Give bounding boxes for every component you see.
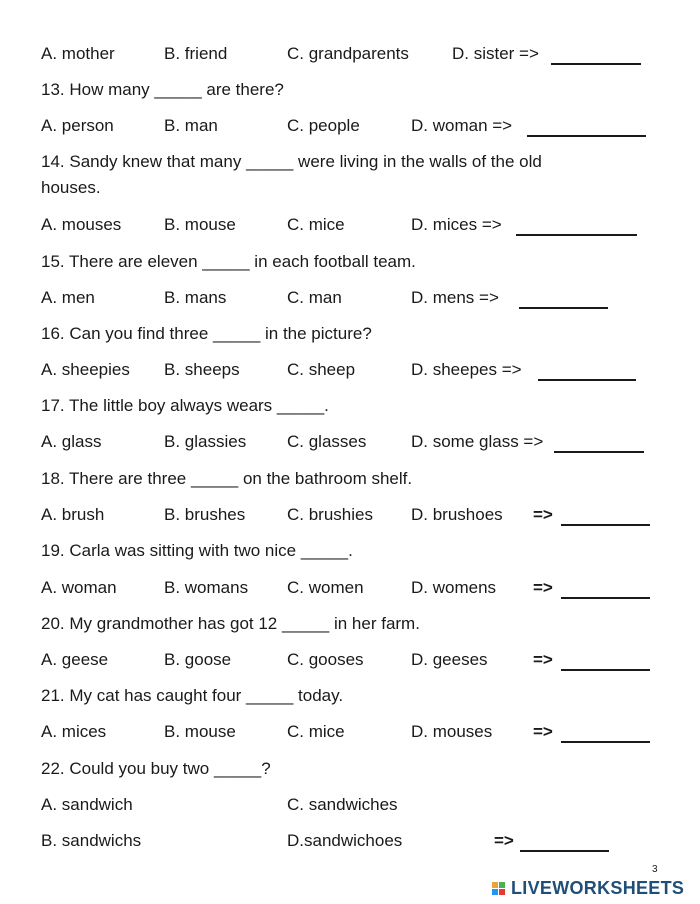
option-b: B. mans — [164, 288, 227, 307]
option-a: A. sandwich — [41, 795, 133, 814]
option-d: D. mens => — [411, 288, 499, 307]
option-a: A. mouses — [41, 215, 122, 234]
answer-blank[interactable] — [516, 234, 637, 236]
answer-arrow: => — [494, 831, 514, 850]
option-c: C. brushies — [287, 505, 373, 524]
option-d: D. geeses — [411, 650, 488, 669]
option-c: C. grandparents — [287, 44, 409, 63]
option-d: D. sister => — [452, 44, 539, 63]
answer-arrow: => — [533, 722, 553, 741]
answer-blank[interactable] — [538, 379, 636, 381]
answer-blank[interactable] — [551, 63, 641, 65]
option-b: B. mouse — [164, 722, 236, 741]
question-text: 22. Could you buy two _____? — [41, 759, 271, 778]
question-text: 14. Sandy knew that many _____ were living in the walls of the old — [41, 152, 542, 171]
question-text: 17. The little boy always wears _____. — [41, 396, 329, 415]
option-c: C. mice — [287, 722, 345, 741]
option-c: C. sandwiches — [287, 795, 398, 814]
option-d: D. womens — [411, 578, 497, 597]
option-a: A. person — [41, 116, 114, 135]
option-b: B. mouse — [164, 215, 236, 234]
option-b: B. glassies — [164, 432, 247, 451]
question-text: houses. — [41, 178, 101, 197]
option-a: A. brush — [41, 505, 105, 524]
answer-blank[interactable] — [527, 135, 646, 137]
option-b: B. womans — [164, 578, 249, 597]
logo-icon — [492, 882, 508, 896]
question-text: 18. There are three _____ on the bathroom shelf. — [41, 469, 413, 488]
option-c: C. mice — [287, 215, 345, 234]
answer-blank[interactable] — [519, 307, 608, 309]
option-a: A. mices — [41, 722, 107, 741]
answer-arrow: => — [533, 505, 553, 524]
answer-blank[interactable] — [561, 597, 650, 599]
question-text: 19. Carla was sitting with two nice _____. — [41, 541, 353, 560]
option-a: A. woman — [41, 578, 117, 597]
answer-blank[interactable] — [561, 524, 650, 526]
answer-blank[interactable] — [561, 741, 650, 743]
question-text: 13. How many _____ are there? — [41, 80, 284, 99]
liveworksheets-logo — [492, 878, 684, 899]
option-a: A. geese — [41, 650, 109, 669]
option-b: B. sheeps — [164, 360, 240, 379]
page-number: 3 — [652, 864, 658, 875]
answer-blank[interactable] — [554, 451, 644, 453]
option-a: A. sheepies — [41, 360, 130, 379]
question-text: 20. My grandmother has got 12 _____ in her farm. — [41, 614, 420, 633]
option-d: D. mouses — [411, 722, 493, 741]
option-c: C. gooses — [287, 650, 364, 669]
option-d: D.sandwichoes — [287, 831, 403, 850]
question-text: 21. My cat has caught four _____ today. — [41, 686, 344, 705]
option-c: C. man — [287, 288, 342, 307]
option-d: D. brushoes — [411, 505, 503, 524]
question-text: 15. There are eleven _____ in each football team. — [41, 252, 416, 271]
option-a: A. men — [41, 288, 95, 307]
option-a: A. mother — [41, 44, 115, 63]
option-a: A. glass — [41, 432, 102, 451]
question-text: 16. Can you find three _____ in the picture? — [41, 324, 372, 343]
option-b: B. man — [164, 116, 218, 135]
option-d: D. woman => — [411, 116, 513, 135]
answer-blank[interactable] — [561, 669, 650, 671]
option-c: C. glasses — [287, 432, 367, 451]
option-d: D. sheepes => — [411, 360, 522, 379]
option-b: B. sandwichs — [41, 831, 142, 850]
option-b: B. goose — [164, 650, 232, 669]
answer-arrow: => — [533, 650, 553, 669]
logo-text: LIVEWORKSHEETS — [511, 878, 685, 898]
option-c: C. sheep — [287, 360, 356, 379]
option-d: D. mices => — [411, 215, 502, 234]
option-b: B. brushes — [164, 505, 246, 524]
option-b: B. friend — [164, 44, 228, 63]
answer-blank[interactable] — [520, 850, 609, 852]
option-d: D. some glass => — [411, 432, 544, 451]
answer-arrow: => — [533, 578, 553, 597]
option-c: C. women — [287, 578, 364, 597]
option-c: C. people — [287, 116, 360, 135]
